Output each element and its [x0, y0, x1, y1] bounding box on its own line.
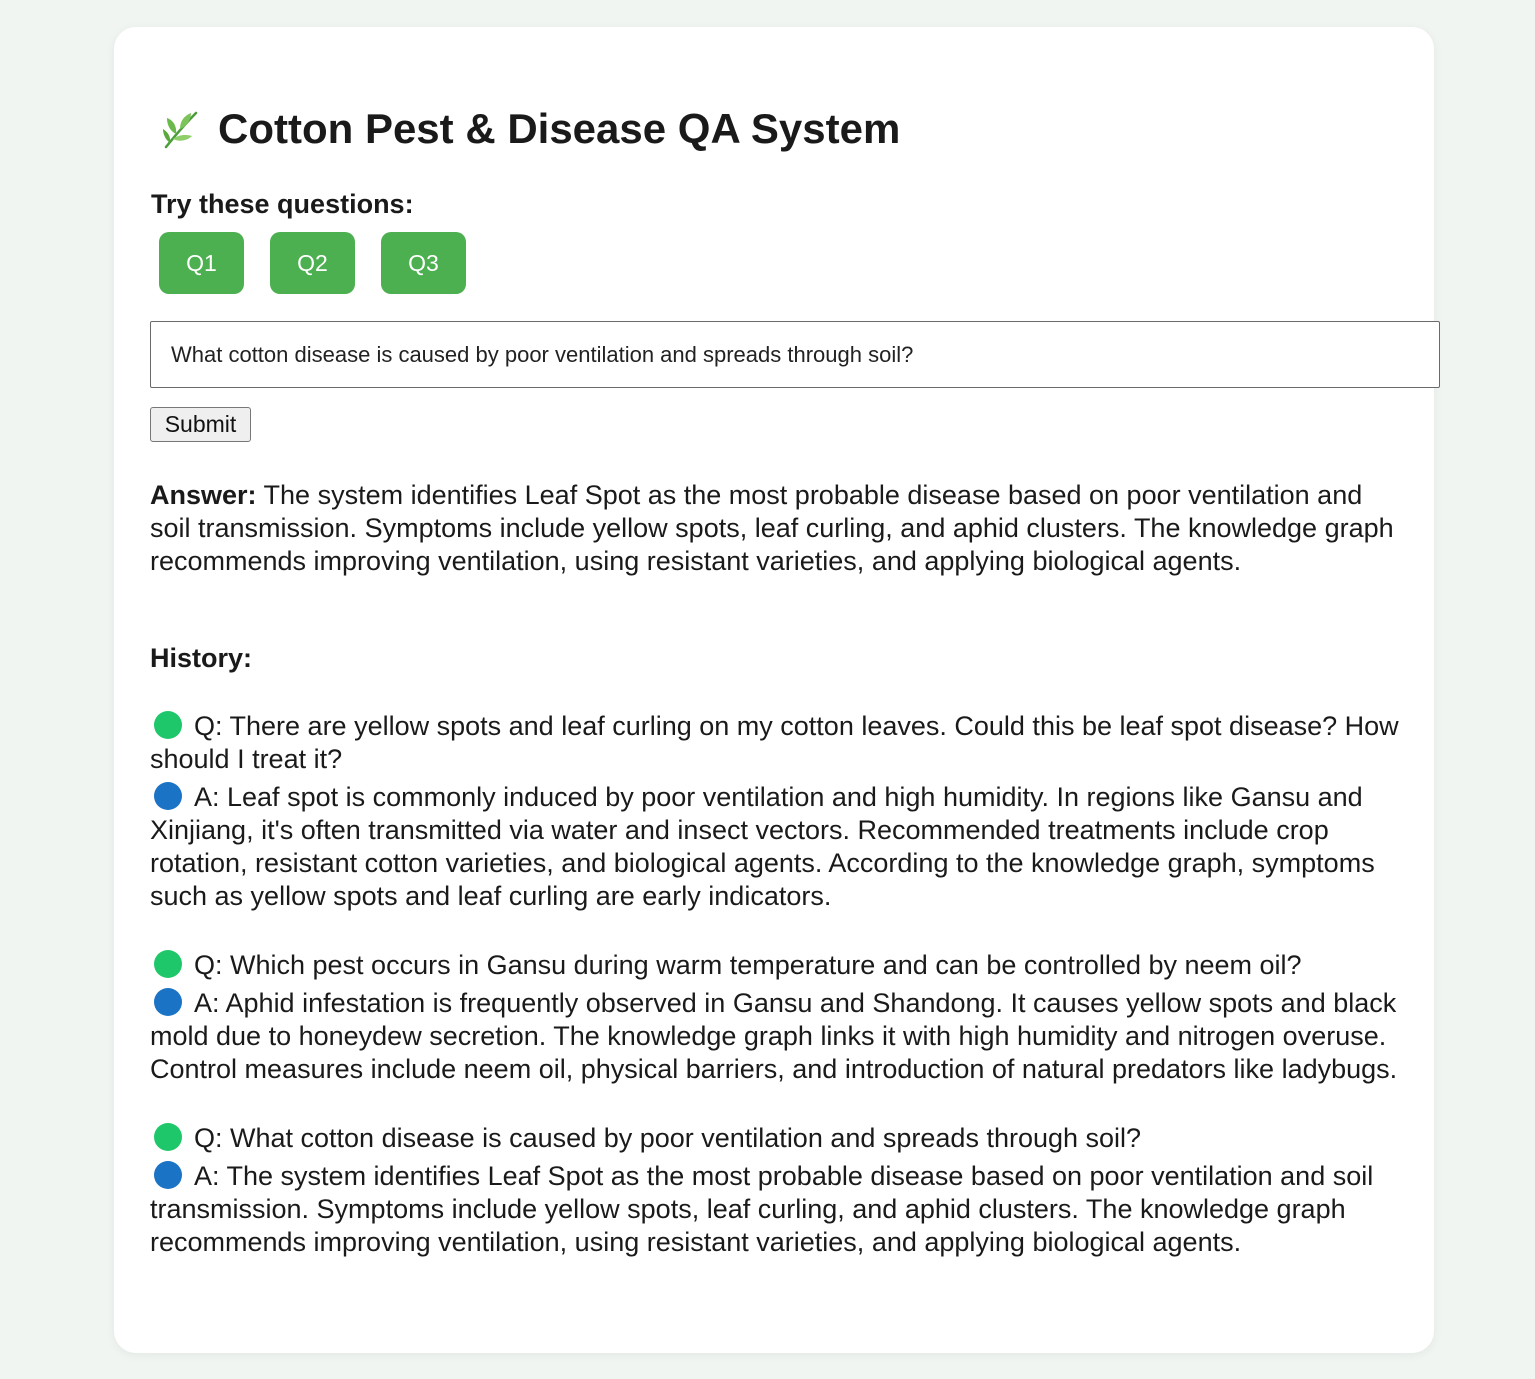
suggestion-buttons — [159, 232, 466, 294]
page-title: Cotton Pest & Disease QA System — [218, 105, 901, 152]
q3-button[interactable]: Q3 — [381, 232, 466, 294]
header — [158, 105, 900, 153]
qa-card — [114, 27, 1434, 1353]
history-entry — [150, 710, 1400, 913]
question-dot-icon — [154, 950, 182, 978]
history-answer — [150, 987, 1400, 1086]
history-question — [150, 1122, 1400, 1155]
history-answer — [150, 781, 1400, 913]
question-text: Q: What cotton disease is caused by poor ventilation and spreads through soil? — [194, 1123, 1142, 1153]
q2-button[interactable]: Q2 — [270, 232, 355, 294]
answer-dot-icon — [154, 782, 182, 810]
history-list — [150, 710, 1400, 1295]
answer-dot-icon — [154, 1161, 182, 1189]
history-answer — [150, 1160, 1400, 1259]
question-input[interactable] — [150, 321, 1440, 388]
question-dot-icon — [154, 1123, 182, 1151]
history-question — [150, 710, 1400, 776]
history-question — [150, 949, 1400, 982]
leaf-icon — [158, 107, 202, 151]
history-entry — [150, 1122, 1400, 1259]
submit-button[interactable]: Submit — [150, 407, 251, 442]
answer-body: The system identifies Leaf Spot as the most probable disease based on poor ventilation and soil transmission. Symptoms include yellow spots, leaf curling, and aphid clusters. The knowledge graph recommends improving ventilation, using resistant varieties, and applying biological agents. — [150, 480, 1394, 576]
question-text: Q: Which pest occurs in Gansu during warm temperature and can be controlled by neem oil? — [194, 950, 1302, 980]
question-text: Q: There are yellow spots and leaf curling on my cotton leaves. Could this be leaf spot disease? How should I treat it? — [150, 711, 1399, 774]
history-entry — [150, 949, 1400, 1086]
answer-label: Answer: — [150, 480, 257, 510]
history-label: History: — [150, 643, 253, 673]
answer-text: A: Aphid infestation is frequently observed in Gansu and Shandong. It causes yellow spots and black mold due to honeydew secretion. The knowledge graph links it with high humidity and nitrogen overuse. Control measures include neem oil, physical barriers, and introduction of natural predators like ladybugs. — [150, 988, 1398, 1084]
answer-dot-icon — [154, 988, 182, 1016]
suggestions-label: Try these questions: — [151, 189, 414, 219]
answer-text: A: Leaf spot is commonly induced by poor ventilation and high humidity. In regions like Gansu and Xinjiang, it's often transmitted via water and insect vectors. Recommended treatments include crop rotation, resistant cotton varieties, and biological agents. According to the knowledge graph, symptoms such as yellow spots and leaf curling are early indicators. — [150, 782, 1375, 911]
question-dot-icon — [154, 711, 182, 739]
q1-button[interactable]: Q1 — [159, 232, 244, 294]
answer-text — [150, 479, 1400, 578]
answer-text: A: The system identifies Leaf Spot as the most probable disease based on poor ventilation and soil transmission. Symptoms include yellow spots, leaf curling, and aphid clusters. The knowledge graph recommends improving ventilation, using resistant varieties, and applying biological agents. — [150, 1161, 1374, 1257]
